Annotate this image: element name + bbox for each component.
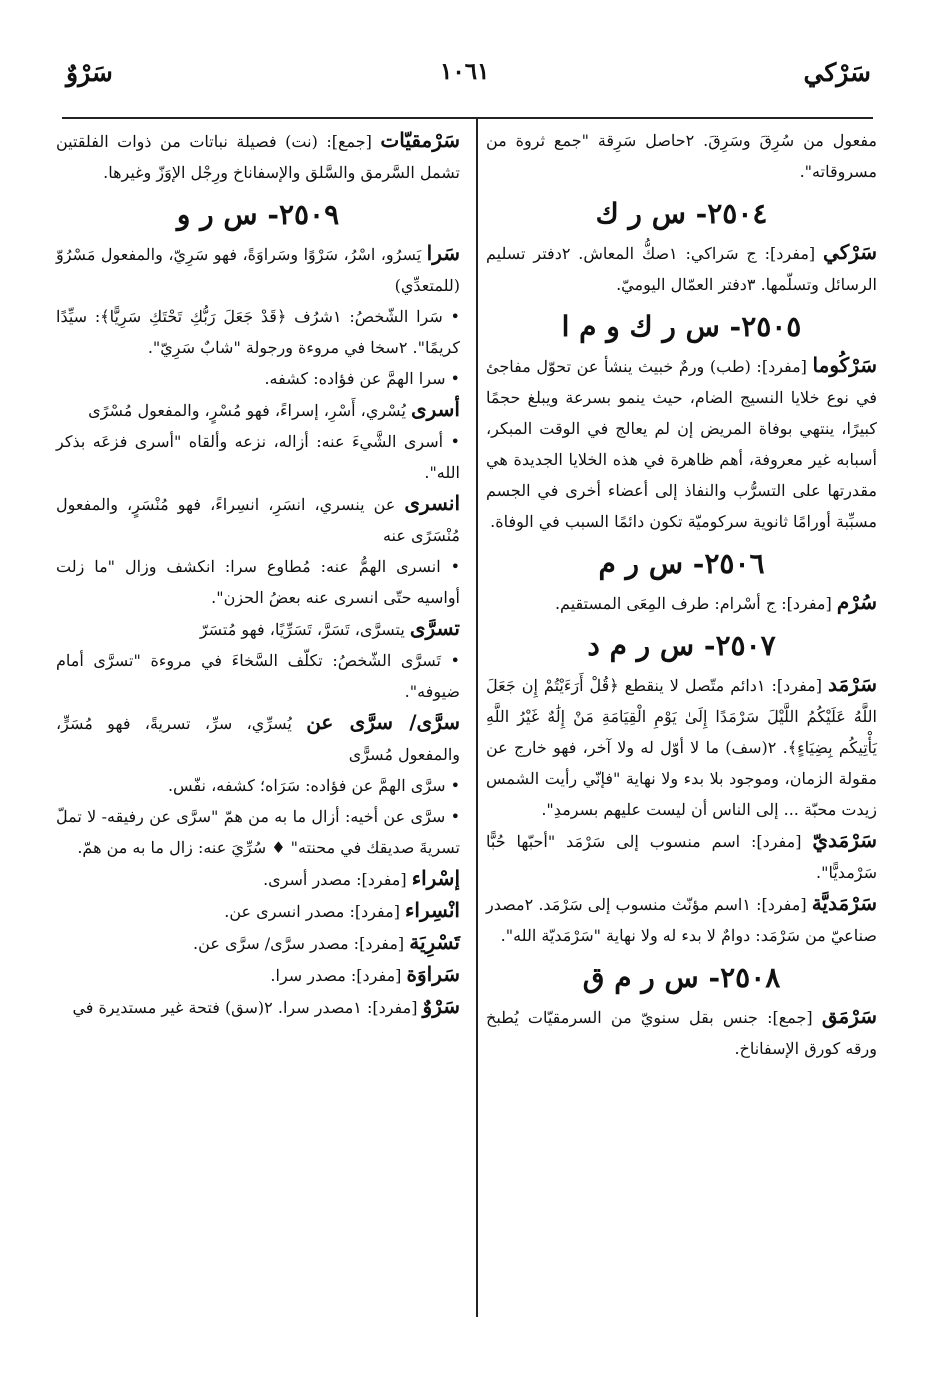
- definition-text: يُسرِّي، سرِّ، تسريةً، فهو مُسَرٍّ، والمفعول مُسرًّى: [56, 714, 460, 764]
- definition-text: • تَسرَّى الشّخصُ: تكلّف السَّخاءَ في مروءة "تسرَّى أمام ضيوفه".: [56, 651, 460, 701]
- section-heading: ٢٥٠٩- س ر و: [176, 198, 340, 231]
- headword: سَرْمَق: [821, 1004, 877, 1028]
- dictionary-entry: [56, 238, 460, 301]
- entry-sense: [486, 125, 877, 187]
- section-heading: ٢٥٠٥- س ر ك و م ا: [561, 310, 802, 343]
- definition-text: [مفرد]: ج سَراكي: ١صكُّ المعاش. ٢دفتر تسليم الرسائل وتسلّمها. ٣دفتر العمّال اليوميّ.: [486, 244, 877, 294]
- definition-text: [مفرد]: مصدر سرَّى/ سرَّى عن.: [193, 934, 410, 953]
- definition-text: [مفرد]: ١اسم مؤنّث منسوب إلى سَرْمَد. ٢مصدر صناعيّ من سَرْمَد: دوامٌ لا بدء له ولا نهاية "سَرْمَديّة الله".: [486, 895, 877, 945]
- column-divider: [476, 117, 478, 1317]
- entry-sense: [56, 770, 460, 801]
- headword: سَرا: [426, 241, 460, 265]
- definition-text: • أسرى الشَّيءَ عنه: أزاله، نزعه وألقاه "أسرى فزعَه بذكر الله".: [56, 432, 460, 482]
- definition-text: [جمع]: جنس بقل سنويّ من السرمقيّات يُطبخ ورقه كورق الإسفاناخ.: [486, 1008, 877, 1058]
- definition-text: [مفرد]: ١دائم متّصل لا ينقطع ﴿قُلْ أَرَءَيْتُمْ إِن جَعَلَ اللَّهُ عَلَيْكُمُ اللَّيْلَ سَرْمَدًا إِلَىٰ يَوْمِ الْقِيَامَةِ مَنْ إِلَٰهٌ غَيْرُ اللَّهِ يَأْتِيكُم بِضِيَاءٍ﴾. ٢(سف) ما لا أوّل له ولا آخر، فهو خارج عن مقولة الزمان، وموجود بلا بدء ولا نهاية "فإنّي رأيت الشمس زيدت محبّة ... إلى الناس أن ليست عليهم بسرمدِ".: [486, 676, 877, 819]
- definition-text: • سَرا الشّخصُ: ١شرُف ﴿قَدْ جَعَلَ رَبُّكِ تَحْتَكِ سَرِيًّا﴾: سيِّدًا كريمًا". ٢سخا في مروءة ورجولة "شابٌ سَرِيّ".: [56, 307, 460, 357]
- definition-text: يُسْري، أَسْرِ، إسراءً، فهو مُسْرٍ، والمفعول مُسْرًى: [88, 401, 411, 420]
- entry-sense: [56, 801, 460, 863]
- headword: سَرْمَد: [827, 672, 877, 696]
- section-heading: ٢٥٠٦- س ر م: [598, 547, 765, 580]
- entry-sense: [56, 426, 460, 488]
- headword: تَسْرِيَة: [409, 930, 460, 954]
- dictionary-entry: [56, 394, 460, 426]
- definition-text: [مفرد]: مصدر انسرى عن.: [224, 902, 406, 921]
- section-heading: ٢٥٠٧- س ر م د: [587, 629, 776, 662]
- definition-text: عن ينسري، انسَرِ، انسِراءً، فهو مُنْسَرٍ، والمفعول مُنْسَرًى عنه: [56, 495, 460, 545]
- dictionary-entry: [56, 927, 460, 959]
- definition-text: • انسرى الهمُّ عنه: مُطاوع سرا: انكشف وزال "ما زلت أواسيه حتّى انسرى عنه بعضُ الحزن".: [56, 557, 460, 607]
- dictionary-entry: [56, 991, 460, 1023]
- definition-text: • سرَّى عن أخيه: أزال ما به من همّ "سرَّى عن رفيقه- لا تملّ تسريةَ صديقك في محنته" ♦ سُرِّيَ عنه: زال ما به من همّ.: [56, 807, 461, 857]
- dictionary-entry: [486, 1001, 877, 1064]
- headword: انسرى: [404, 491, 460, 515]
- headword: سَرْكُوما: [812, 353, 877, 377]
- headword: إسْراء: [411, 866, 460, 890]
- definition-text: يتسرَّى، تَسَرَّ، تَسَرِّيًا، فهو مُتسَرّ: [199, 620, 410, 639]
- right-column: [486, 125, 877, 1064]
- definition-text: [جمع]: (نت) فصيلة نباتات من ذوات الفلقتين تشمل السَّرمق والسَّلق والإسفاناخ ورِجْل الإوَزّ وغيرها.: [56, 132, 460, 182]
- headword: سَرْمَديَّة: [811, 891, 877, 915]
- definition-text: [مفرد]: اسم منسوب إلى سَرْمَد "أحبّها حُبًّا سَرْمديًّا".: [486, 832, 877, 882]
- dictionary-entry: [56, 863, 460, 895]
- guide-word-left: سَرْوٌ: [66, 58, 113, 87]
- section-heading: ٢٥٠٨- س ر م ق: [582, 961, 781, 994]
- dictionary-entry: [486, 825, 877, 888]
- headword: سَرْمَديّ: [812, 828, 877, 852]
- dictionary-entry: [486, 237, 877, 300]
- dictionary-entry: [56, 125, 460, 188]
- dictionary-entry: [486, 350, 877, 537]
- dictionary-entry: [56, 895, 460, 927]
- entry-sense: [56, 363, 460, 394]
- dictionary-entry: [56, 488, 460, 551]
- header-rule: [62, 117, 873, 119]
- headword: تسرَّى: [409, 616, 460, 640]
- page-number: ١٠٦١: [440, 58, 490, 85]
- entry-sense: [56, 301, 460, 363]
- definition-text: • سرَّى الهمَّ عن فؤاده: سَرَاه؛ كشفه، نفّس.: [167, 776, 460, 795]
- dictionary-entry: [486, 587, 877, 619]
- definition-text: يَسرُو، اسْرُ، سَرْوًا وسَراوَةً، فهو سَرِيّ، والمفعول مَسْرُوّ (للمتعدِّي): [56, 245, 460, 295]
- entry-sense: [56, 551, 460, 613]
- headword: سَرْوٌ: [422, 994, 460, 1018]
- headword: سَراوَة: [406, 962, 460, 986]
- left-column: [56, 125, 460, 1023]
- dictionary-entry: [56, 707, 460, 770]
- dictionary-entry: [486, 669, 877, 825]
- headword: سُرْم: [836, 590, 877, 614]
- definition-text: [مفرد]: مصدر سرا.: [270, 966, 407, 985]
- headword: أسرى: [410, 397, 460, 421]
- headword: سَرْكي: [823, 240, 878, 264]
- section-heading: ٢٥٠٤- س ر ك: [595, 197, 768, 230]
- entry-sense: [56, 645, 460, 707]
- definition-text: [مفرد]: ج أسْرام: طرف المِعَى المستقيم.: [554, 594, 837, 613]
- guide-word-right: سَرْكي: [803, 58, 871, 87]
- definition-text: [مفرد]: (طب) ورمٌ خبيث ينشأ عن تحوّل مفاجئ في نوع خلايا النسيج الضام، حيث ينمو بسرعة ويبلغ حجمًا كبيرًا، ينتهي بوفاة المريض إن لم يعالج في الوقت المبكر، أسبابه غير معروفة، أهم ظاهرة في هذه الخلايا الجديدة هي مقدرتها على التسرُّب والنفاذ إلى أعضاء أخرى في الجسم مسبِّبة أورامًا ثانوية سركوميّة تكون دائمًا السبب في الوفاة.: [486, 357, 877, 531]
- headword: سَرْمقيّات: [380, 128, 460, 152]
- headword: سرَّى/ سرَّى عن: [306, 710, 460, 734]
- dictionary-entry: [56, 613, 460, 645]
- headword: انْسِراء: [405, 898, 460, 922]
- running-header: [0, 58, 933, 108]
- definition-text: [مفرد]: مصدر أسرى.: [263, 870, 412, 889]
- dictionary-entry: [486, 888, 877, 951]
- definition-text: [مفرد]: ١مصدر سرا. ٢(سق) فتحة غير مستديرة في: [72, 998, 423, 1017]
- dictionary-entry: [56, 959, 460, 991]
- definition-text: • سرا الهمَّ عن فؤاده: كشفه.: [264, 369, 460, 388]
- definition-text: مفعول من سُرِقَ وسَرِقَ. ٢حاصل سَرِقة "جمع ثروة من مسروقاته".: [486, 131, 877, 181]
